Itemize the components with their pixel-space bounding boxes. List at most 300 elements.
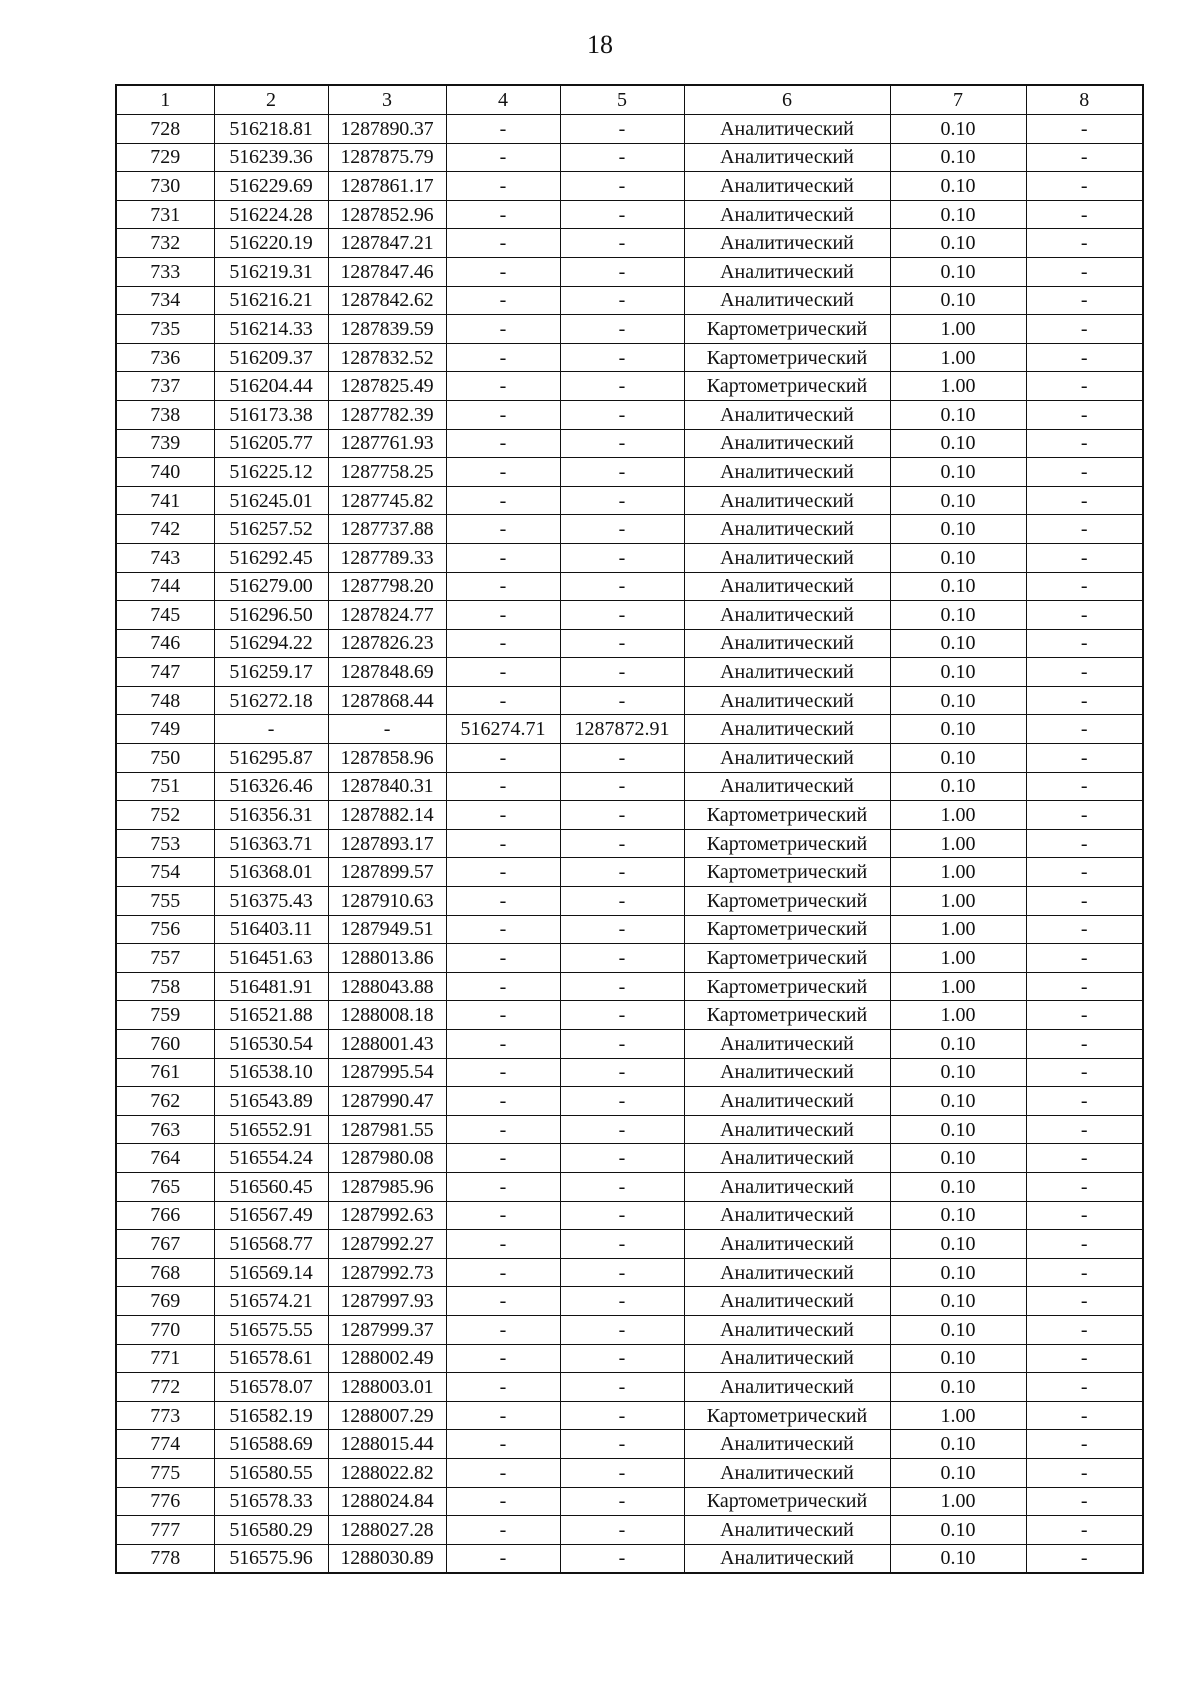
note-cell: - <box>1026 143 1143 172</box>
point-number-cell: 732 <box>116 229 214 258</box>
x-coordinate-cell: 516560.45 <box>214 1172 328 1201</box>
point-number-cell: 758 <box>116 972 214 1001</box>
point-number-cell: 738 <box>116 400 214 429</box>
y-new-coordinate-cell: - <box>560 486 684 515</box>
point-number-cell: 772 <box>116 1373 214 1402</box>
y-coordinate-cell: 1287842.62 <box>328 286 446 315</box>
y-new-coordinate-cell: - <box>560 601 684 630</box>
x-coordinate-cell: 516218.81 <box>214 115 328 144</box>
x-coordinate-cell: 516588.69 <box>214 1430 328 1459</box>
x-new-coordinate-cell: - <box>446 458 560 487</box>
note-cell: - <box>1026 315 1143 344</box>
x-new-coordinate-cell: - <box>446 744 560 773</box>
point-number-cell: 743 <box>116 543 214 572</box>
y-coordinate-cell: 1288022.82 <box>328 1458 446 1487</box>
method-cell: Картометрический <box>684 1401 890 1430</box>
method-cell: Картометрический <box>684 858 890 887</box>
y-coordinate-cell: 1288027.28 <box>328 1516 446 1545</box>
point-number-cell: 755 <box>116 887 214 916</box>
y-new-coordinate-cell: - <box>560 1458 684 1487</box>
y-new-coordinate-cell: - <box>560 1115 684 1144</box>
method-cell: Аналитический <box>684 172 890 201</box>
y-new-coordinate-cell: - <box>560 572 684 601</box>
table-row <box>116 1344 1143 1373</box>
y-new-coordinate-cell: - <box>560 200 684 229</box>
method-cell: Картометрический <box>684 829 890 858</box>
x-coordinate-cell: 516481.91 <box>214 972 328 1001</box>
table-row <box>116 458 1143 487</box>
method-cell: Аналитический <box>684 1144 890 1173</box>
y-new-coordinate-cell: - <box>560 1030 684 1059</box>
accuracy-cell: 1.00 <box>890 1401 1026 1430</box>
method-cell: Аналитический <box>684 1430 890 1459</box>
point-number-cell: 756 <box>116 915 214 944</box>
y-new-coordinate-cell: - <box>560 744 684 773</box>
x-coordinate-cell: 516229.69 <box>214 172 328 201</box>
method-cell: Аналитический <box>684 1058 890 1087</box>
x-new-coordinate-cell: - <box>446 543 560 572</box>
y-new-coordinate-cell: - <box>560 1144 684 1173</box>
method-cell: Аналитический <box>684 1230 890 1259</box>
note-cell: - <box>1026 858 1143 887</box>
x-new-coordinate-cell: - <box>446 629 560 658</box>
point-number-cell: 750 <box>116 744 214 773</box>
x-coordinate-cell: 516521.88 <box>214 1001 328 1030</box>
note-cell: - <box>1026 1030 1143 1059</box>
table-row <box>116 286 1143 315</box>
table-body <box>116 85 1143 1573</box>
accuracy-cell: 1.00 <box>890 829 1026 858</box>
y-coordinate-cell: - <box>328 715 446 744</box>
x-coordinate-cell: 516204.44 <box>214 372 328 401</box>
accuracy-cell: 0.10 <box>890 686 1026 715</box>
table-row <box>116 686 1143 715</box>
accuracy-cell: 1.00 <box>890 343 1026 372</box>
note-cell: - <box>1026 772 1143 801</box>
y-new-coordinate-cell: - <box>560 1516 684 1545</box>
x-new-coordinate-cell: - <box>446 1201 560 1230</box>
note-cell: - <box>1026 372 1143 401</box>
method-cell: Картометрический <box>684 1487 890 1516</box>
y-coordinate-cell: 1287999.37 <box>328 1315 446 1344</box>
method-cell: Аналитический <box>684 200 890 229</box>
y-coordinate-cell: 1287981.55 <box>328 1115 446 1144</box>
accuracy-cell: 0.10 <box>890 1058 1026 1087</box>
point-number-cell: 777 <box>116 1516 214 1545</box>
point-number-cell: 774 <box>116 1430 214 1459</box>
point-number-cell: 747 <box>116 658 214 687</box>
y-coordinate-cell: 1287949.51 <box>328 915 446 944</box>
table-row <box>116 744 1143 773</box>
x-new-coordinate-cell: - <box>446 601 560 630</box>
accuracy-cell: 1.00 <box>890 315 1026 344</box>
table-row <box>116 1030 1143 1059</box>
table-row <box>116 1373 1143 1402</box>
note-cell: - <box>1026 972 1143 1001</box>
y-new-coordinate-cell: - <box>560 1487 684 1516</box>
note-cell: - <box>1026 629 1143 658</box>
x-coordinate-cell: 516574.21 <box>214 1287 328 1316</box>
x-coordinate-cell: 516216.21 <box>214 286 328 315</box>
x-new-coordinate-cell: - <box>446 1230 560 1259</box>
x-new-coordinate-cell: - <box>446 1030 560 1059</box>
accuracy-cell: 0.10 <box>890 744 1026 773</box>
x-new-coordinate-cell: - <box>446 829 560 858</box>
method-cell: Аналитический <box>684 286 890 315</box>
y-new-coordinate-cell: - <box>560 429 684 458</box>
accuracy-cell: 0.10 <box>890 572 1026 601</box>
y-new-coordinate-cell: - <box>560 229 684 258</box>
method-cell: Аналитический <box>684 515 890 544</box>
accuracy-cell: 0.10 <box>890 115 1026 144</box>
accuracy-cell: 1.00 <box>890 372 1026 401</box>
note-cell: - <box>1026 1230 1143 1259</box>
y-coordinate-cell: 1287825.49 <box>328 372 446 401</box>
y-new-coordinate-cell: - <box>560 1201 684 1230</box>
note-cell: - <box>1026 115 1143 144</box>
y-new-coordinate-cell: - <box>560 458 684 487</box>
table-row <box>116 515 1143 544</box>
y-new-coordinate-cell: - <box>560 172 684 201</box>
accuracy-cell: 0.10 <box>890 1172 1026 1201</box>
accuracy-cell: 0.10 <box>890 629 1026 658</box>
table-header-row <box>116 85 1143 115</box>
x-coordinate-cell: 516538.10 <box>214 1058 328 1087</box>
table-row <box>116 715 1143 744</box>
x-coordinate-cell: 516403.11 <box>214 915 328 944</box>
y-new-coordinate-cell: - <box>560 829 684 858</box>
x-new-coordinate-cell: - <box>446 315 560 344</box>
x-coordinate-cell: 516578.61 <box>214 1344 328 1373</box>
x-new-coordinate-cell: - <box>446 372 560 401</box>
method-cell: Аналитический <box>684 686 890 715</box>
method-cell: Аналитический <box>684 715 890 744</box>
x-coordinate-cell: 516363.71 <box>214 829 328 858</box>
accuracy-cell: 0.10 <box>890 515 1026 544</box>
table-row <box>116 1516 1143 1545</box>
note-cell: - <box>1026 744 1143 773</box>
method-cell: Аналитический <box>684 429 890 458</box>
method-cell: Аналитический <box>684 229 890 258</box>
x-coordinate-cell: 516567.49 <box>214 1201 328 1230</box>
x-coordinate-cell: 516552.91 <box>214 1115 328 1144</box>
y-new-coordinate-cell: - <box>560 972 684 1001</box>
y-coordinate-cell: 1287798.20 <box>328 572 446 601</box>
method-cell: Аналитический <box>684 1344 890 1373</box>
accuracy-cell: 0.10 <box>890 1315 1026 1344</box>
point-number-cell: 778 <box>116 1544 214 1573</box>
note-cell: - <box>1026 601 1143 630</box>
accuracy-cell: 0.10 <box>890 143 1026 172</box>
y-new-coordinate-cell: - <box>560 372 684 401</box>
point-number-cell: 752 <box>116 801 214 830</box>
table-row <box>116 1258 1143 1287</box>
y-coordinate-cell: 1288030.89 <box>328 1544 446 1573</box>
x-new-coordinate-cell: - <box>446 515 560 544</box>
x-new-coordinate-cell: - <box>446 572 560 601</box>
note-cell: - <box>1026 801 1143 830</box>
x-coordinate-cell: - <box>214 715 328 744</box>
y-coordinate-cell: 1287910.63 <box>328 887 446 916</box>
table-row <box>116 200 1143 229</box>
y-coordinate-cell: 1287997.93 <box>328 1287 446 1316</box>
accuracy-cell: 0.10 <box>890 1201 1026 1230</box>
x-new-coordinate-cell: - <box>446 143 560 172</box>
x-new-coordinate-cell: - <box>446 172 560 201</box>
x-new-coordinate-cell: - <box>446 486 560 515</box>
x-new-coordinate-cell: - <box>446 115 560 144</box>
y-new-coordinate-cell: - <box>560 658 684 687</box>
y-coordinate-cell: 1287832.52 <box>328 343 446 372</box>
table-row <box>116 1144 1143 1173</box>
point-number-cell: 728 <box>116 115 214 144</box>
table-row <box>116 400 1143 429</box>
note-cell: - <box>1026 257 1143 286</box>
x-coordinate-cell: 516214.33 <box>214 315 328 344</box>
accuracy-cell: 0.10 <box>890 286 1026 315</box>
y-new-coordinate-cell: - <box>560 1315 684 1344</box>
x-new-coordinate-cell: - <box>446 686 560 715</box>
note-cell: - <box>1026 944 1143 973</box>
point-number-cell: 754 <box>116 858 214 887</box>
method-cell: Аналитический <box>684 257 890 286</box>
accuracy-cell: 0.10 <box>890 1258 1026 1287</box>
y-new-coordinate-cell: - <box>560 1287 684 1316</box>
x-new-coordinate-cell: - <box>446 858 560 887</box>
note-cell: - <box>1026 572 1143 601</box>
table-row <box>116 1544 1143 1573</box>
y-coordinate-cell: 1287789.33 <box>328 543 446 572</box>
accuracy-cell: 0.10 <box>890 1287 1026 1316</box>
point-number-cell: 769 <box>116 1287 214 1316</box>
note-cell: - <box>1026 1315 1143 1344</box>
accuracy-cell: 0.10 <box>890 543 1026 572</box>
y-coordinate-cell: 1288003.01 <box>328 1373 446 1402</box>
column-header: 3 <box>328 85 446 115</box>
x-coordinate-cell: 516580.55 <box>214 1458 328 1487</box>
y-new-coordinate-cell: - <box>560 1058 684 1087</box>
x-coordinate-cell: 516220.19 <box>214 229 328 258</box>
y-coordinate-cell: 1288015.44 <box>328 1430 446 1459</box>
x-new-coordinate-cell: - <box>446 229 560 258</box>
table-row <box>116 1201 1143 1230</box>
y-coordinate-cell: 1287745.82 <box>328 486 446 515</box>
accuracy-cell: 1.00 <box>890 858 1026 887</box>
x-new-coordinate-cell: - <box>446 1516 560 1545</box>
accuracy-cell: 0.10 <box>890 486 1026 515</box>
point-number-cell: 735 <box>116 315 214 344</box>
y-new-coordinate-cell: - <box>560 343 684 372</box>
method-cell: Картометрический <box>684 801 890 830</box>
note-cell: - <box>1026 829 1143 858</box>
table-row <box>116 1087 1143 1116</box>
x-coordinate-cell: 516239.36 <box>214 143 328 172</box>
y-new-coordinate-cell: - <box>560 1430 684 1459</box>
y-coordinate-cell: 1287840.31 <box>328 772 446 801</box>
y-coordinate-cell: 1287990.47 <box>328 1087 446 1116</box>
x-coordinate-cell: 516575.55 <box>214 1315 328 1344</box>
note-cell: - <box>1026 1458 1143 1487</box>
note-cell: - <box>1026 887 1143 916</box>
point-number-cell: 771 <box>116 1344 214 1373</box>
method-cell: Аналитический <box>684 400 890 429</box>
table-row <box>116 1430 1143 1459</box>
accuracy-cell: 0.10 <box>890 715 1026 744</box>
x-coordinate-cell: 516368.01 <box>214 858 328 887</box>
x-new-coordinate-cell: - <box>446 772 560 801</box>
y-coordinate-cell: 1287875.79 <box>328 143 446 172</box>
x-new-coordinate-cell: - <box>446 257 560 286</box>
note-cell: - <box>1026 1087 1143 1116</box>
note-cell: - <box>1026 200 1143 229</box>
x-new-coordinate-cell: - <box>446 944 560 973</box>
x-new-coordinate-cell: - <box>446 400 560 429</box>
accuracy-cell: 1.00 <box>890 1001 1026 1030</box>
y-new-coordinate-cell: - <box>560 143 684 172</box>
x-new-coordinate-cell: - <box>446 972 560 1001</box>
accuracy-cell: 0.10 <box>890 1516 1026 1545</box>
table-row <box>116 1487 1143 1516</box>
x-coordinate-cell: 516173.38 <box>214 400 328 429</box>
y-coordinate-cell: 1287992.73 <box>328 1258 446 1287</box>
y-new-coordinate-cell: - <box>560 915 684 944</box>
point-number-cell: 741 <box>116 486 214 515</box>
accuracy-cell: 1.00 <box>890 972 1026 1001</box>
y-coordinate-cell: 1287824.77 <box>328 601 446 630</box>
x-new-coordinate-cell: - <box>446 1430 560 1459</box>
x-new-coordinate-cell: - <box>446 887 560 916</box>
point-number-cell: 773 <box>116 1401 214 1430</box>
method-cell: Аналитический <box>684 772 890 801</box>
note-cell: - <box>1026 686 1143 715</box>
note-cell: - <box>1026 1172 1143 1201</box>
x-coordinate-cell: 516575.96 <box>214 1544 328 1573</box>
point-number-cell: 762 <box>116 1087 214 1116</box>
y-coordinate-cell: 1287737.88 <box>328 515 446 544</box>
y-new-coordinate-cell: - <box>560 1344 684 1373</box>
note-cell: - <box>1026 229 1143 258</box>
x-coordinate-cell: 516530.54 <box>214 1030 328 1059</box>
y-coordinate-cell: 1288002.49 <box>328 1344 446 1373</box>
accuracy-cell: 0.10 <box>890 1344 1026 1373</box>
x-new-coordinate-cell: - <box>446 200 560 229</box>
accuracy-cell: 0.10 <box>890 772 1026 801</box>
x-coordinate-cell: 516580.29 <box>214 1516 328 1545</box>
column-header: 7 <box>890 85 1026 115</box>
x-coordinate-cell: 516568.77 <box>214 1230 328 1259</box>
note-cell: - <box>1026 429 1143 458</box>
x-coordinate-cell: 516224.28 <box>214 200 328 229</box>
note-cell: - <box>1026 1001 1143 1030</box>
note-cell: - <box>1026 172 1143 201</box>
accuracy-cell: 1.00 <box>890 944 1026 973</box>
method-cell: Картометрический <box>684 972 890 1001</box>
accuracy-cell: 0.10 <box>890 200 1026 229</box>
table-row <box>116 543 1143 572</box>
y-coordinate-cell: 1287995.54 <box>328 1058 446 1087</box>
x-coordinate-cell: 516578.33 <box>214 1487 328 1516</box>
x-coordinate-cell: 516578.07 <box>214 1373 328 1402</box>
y-coordinate-cell: 1287992.27 <box>328 1230 446 1259</box>
accuracy-cell: 0.10 <box>890 1144 1026 1173</box>
y-new-coordinate-cell: - <box>560 1373 684 1402</box>
point-number-cell: 730 <box>116 172 214 201</box>
table-row <box>116 944 1143 973</box>
x-new-coordinate-cell: - <box>446 1058 560 1087</box>
y-new-coordinate-cell: - <box>560 1087 684 1116</box>
table-row <box>116 887 1143 916</box>
note-cell: - <box>1026 1430 1143 1459</box>
x-coordinate-cell: 516295.87 <box>214 744 328 773</box>
note-cell: - <box>1026 715 1143 744</box>
point-number-cell: 766 <box>116 1201 214 1230</box>
x-coordinate-cell: 516543.89 <box>214 1087 328 1116</box>
y-coordinate-cell: 1287758.25 <box>328 458 446 487</box>
y-coordinate-cell: 1288043.88 <box>328 972 446 1001</box>
y-new-coordinate-cell: - <box>560 944 684 973</box>
coordinates-table-container <box>115 84 1142 1574</box>
table-row <box>116 115 1143 144</box>
point-number-cell: 744 <box>116 572 214 601</box>
table-row <box>116 172 1143 201</box>
note-cell: - <box>1026 458 1143 487</box>
note-cell: - <box>1026 1144 1143 1173</box>
y-coordinate-cell: 1288001.43 <box>328 1030 446 1059</box>
x-coordinate-cell: 516272.18 <box>214 686 328 715</box>
x-coordinate-cell: 516582.19 <box>214 1401 328 1430</box>
y-new-coordinate-cell: - <box>560 1001 684 1030</box>
method-cell: Аналитический <box>684 458 890 487</box>
y-new-coordinate-cell: - <box>560 858 684 887</box>
method-cell: Картометрический <box>684 887 890 916</box>
table-row <box>116 772 1143 801</box>
y-new-coordinate-cell: - <box>560 286 684 315</box>
accuracy-cell: 1.00 <box>890 887 1026 916</box>
note-cell: - <box>1026 400 1143 429</box>
point-number-cell: 736 <box>116 343 214 372</box>
note-cell: - <box>1026 1201 1143 1230</box>
y-new-coordinate-cell: - <box>560 400 684 429</box>
x-coordinate-cell: 516326.46 <box>214 772 328 801</box>
point-number-cell: 753 <box>116 829 214 858</box>
x-coordinate-cell: 516257.52 <box>214 515 328 544</box>
method-cell: Картометрический <box>684 315 890 344</box>
point-number-cell: 740 <box>116 458 214 487</box>
accuracy-cell: 0.10 <box>890 257 1026 286</box>
point-number-cell: 729 <box>116 143 214 172</box>
point-number-cell: 737 <box>116 372 214 401</box>
point-number-cell: 775 <box>116 1458 214 1487</box>
x-coordinate-cell: 516296.50 <box>214 601 328 630</box>
table-row <box>116 1401 1143 1430</box>
method-cell: Аналитический <box>684 1373 890 1402</box>
x-coordinate-cell: 516259.17 <box>214 658 328 687</box>
table-row <box>116 257 1143 286</box>
note-cell: - <box>1026 515 1143 544</box>
point-number-cell: 734 <box>116 286 214 315</box>
y-new-coordinate-cell: - <box>560 1258 684 1287</box>
note-cell: - <box>1026 915 1143 944</box>
method-cell: Картометрический <box>684 1001 890 1030</box>
y-coordinate-cell: 1287847.46 <box>328 257 446 286</box>
point-number-cell: 759 <box>116 1001 214 1030</box>
table-row <box>116 1001 1143 1030</box>
column-header: 4 <box>446 85 560 115</box>
column-header: 6 <box>684 85 890 115</box>
y-new-coordinate-cell: - <box>560 1172 684 1201</box>
method-cell: Аналитический <box>684 629 890 658</box>
x-new-coordinate-cell: - <box>446 1458 560 1487</box>
